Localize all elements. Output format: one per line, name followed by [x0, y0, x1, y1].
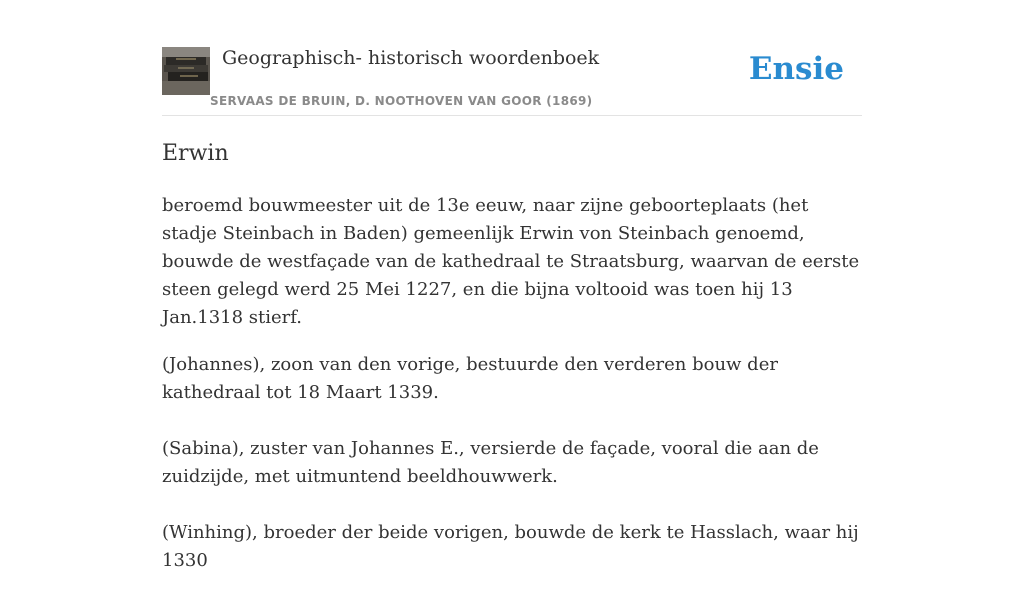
ensie-logo[interactable]: Ensie: [748, 51, 844, 87]
entry-page: [162, 0, 862, 571]
book-author: SERVAAS DE BRUIN, D. NOOTHOVEN VAN GOOR (1869): [210, 94, 593, 108]
entry-paragraph: beroemd bouwmeester uit de 13e eeuw, naar zijne geboorteplaats (het stadje Steinbach in Baden) gemeenlijk Erwin von Steinbach genoemd, bouwde de westfaçade van de kathedraal te Straatsburg, waarvan de eerste steen gelegd werd 25 Mei 1227, en die bijna voltooid was toen hij 13 Jan.1318 stierf.: [162, 195, 860, 328]
book-spines-icon[interactable]: [162, 47, 210, 95]
entry-body: [162, 192, 862, 594]
entry-paragraph: (Sabina), zuster van Johannes E., versierde de façade, vooral die aan de zuidzijde, met uitmuntend beeldhouwwerk.: [162, 438, 819, 487]
entry-title: Erwin: [162, 141, 229, 166]
book-header: [162, 0, 862, 116]
entry-paragraph: (Johannes), zoon van den vorige, bestuurde den verderen bouw der kathedraal tot 18 Maart 1339.: [162, 354, 778, 403]
entry-paragraph: (Winhing), broeder der beide vorigen, bouwde de kerk te Hasslach, waar hij 1330: [162, 522, 859, 571]
book-title[interactable]: Geographisch- historisch woordenboek: [222, 47, 600, 69]
